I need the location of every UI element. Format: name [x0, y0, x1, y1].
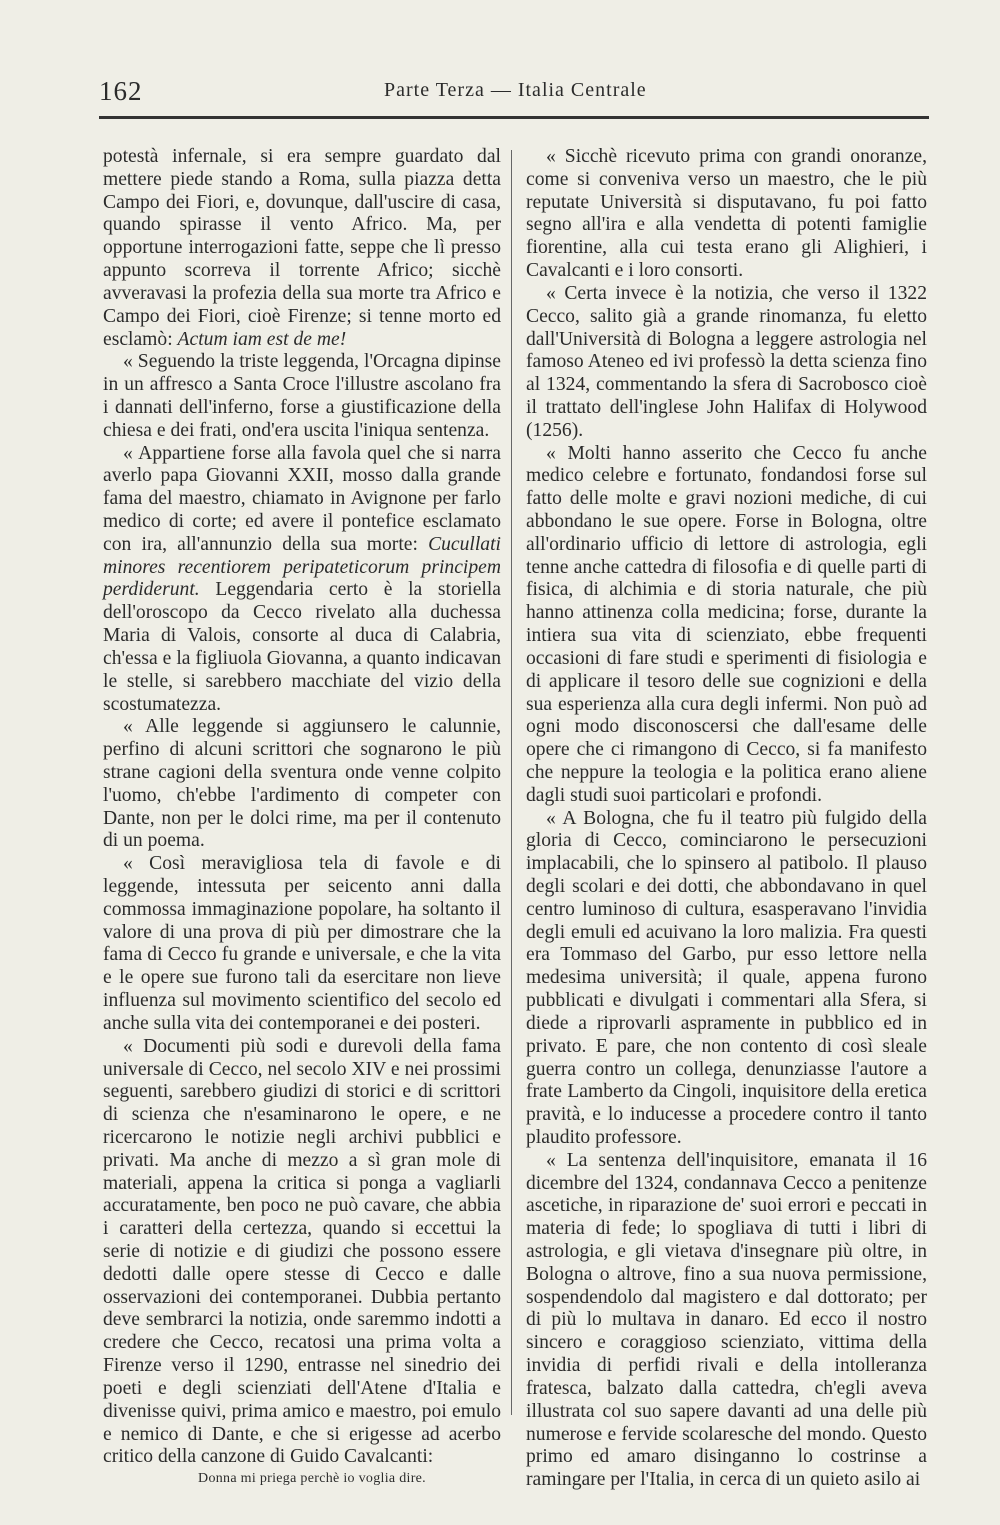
verse-quote: Donna mi priega perchè io voglia dire. [198, 1471, 426, 1487]
latin-quote: Cucullati minores recentiorem peripateticorum principem perdiderunt. [103, 533, 501, 601]
paragraph: « Documenti più sodi e durevoli della fama universale di Cecco, nel secolo XIV e nei prossimi seguenti, sarebbero giudizi di storici e di scrittori di scienza che n'esaminarono le opere, e ne ricercarono le notizie negli archivi pubblici e privati. Ma anche di mezzo a sì gran mole di materiali, appena la critica si ponga a vagliarli accuratamente, ben poco ne può cavare, che abbia i caratteri della certezza, quando si eccettui la serie di notizie e di giudizi che possono essere dedotti dalle opere stesse di Cecco e dalle osservazioni dei contemporanei. Dubbia pertanto deve sembrarci la notizia, onde saremmo indotti a credere che Cecco, recatosi una prima volta a Firenze verso il 1290, entrasse nel sinedrio dei poeti e degli scienziati dell'Atene d'Italia e divenisse quivi, prima amico e maestro, poi emulo e nemico di Dante, e che si erigesse ad acerbo critico della canzone di Guido Cavalcanti: [103, 1035, 501, 1468]
paragraph: « La sentenza dell'inquisitore, emanata il 16 dicembre del 1324, condannava Cecco a penitenze ascetiche, in riparazione de' suoi errori e peccati in materia di fede; lo spogliava di tutti i libri di astrologia, e gli vietava d'insegnare più oltre, in Bologna o altrove, fino a sua nuova permissione, sospendendolo dal magistero e dal dottorato; per di più lo multava in danaro. Ed ecco il nostro sincero e coraggioso scienziato, vittima della invidia di perfidi rivali e della intolleranza fratesca, balzato dalla cattedra, ch'egli aveva illustrata col suo sapere davanti ad una delle più numerose e fervide scolaresche del mondo. Questo primo ed amaro disinganno lo costrinse a ramingare per l'Italia, in cerca di un quieto asilo ai [526, 1149, 927, 1491]
running-head: Parte Terza — Italia Centrale [384, 79, 647, 101]
right-column [526, 146, 927, 1492]
paragraph: « Certa invece è la notizia, che verso il 1322 Cecco, salito già a grande rinomanza, fu eletto dall'Università di Bologna a leggere astrologia nel famoso Ateneo ed ivi professò la detta scienza fino al 1324, commentando la sfera di Sacrobosco cioè il trattato dell'inglese John Halifax di Holywood (1256). [526, 282, 927, 441]
paragraph: « Alle leggende si aggiunsero le calunnie, perfino di alcuni scrittori che sognarono le più strane cagioni della sventura onde venne colpito l'uomo, ch'ebbe l'ardimento di competer con Dante, non per le dolci rime, ma per il contenuto di un poema. [103, 716, 501, 852]
column-divider [511, 150, 512, 1415]
page-header [99, 70, 929, 110]
paragraph: « Molti hanno asserito che Cecco fu anche medico celebre e fortunato, fondandosi forse sul fatto delle molte e gravi nozioni mediche, di cui abbondano le sue opere. Forse in Bologna, oltre all'ordinario ufficio di lettore di astrologia, egli tenne anche cattedra di filosofia e di quelle parti di fisica, di alchimia e di storia naturale, che più hanno attinenza colla medicina; forse, durante la intiera sua vita di scienziato, ebbe frequenti occasioni di fare studi e sperimenti di fisiologia e di applicare il tesoro delle sue cognizioni e della sua esperienza alla cura degli infermi. Non può ad ogni modo disconoscersi che dall'esame delle opere che ci rimangono di Cecco, si fa manifesto che neppure la teologia e la politica erano aliene dagli studi suoi particolari e profondi. [526, 442, 927, 806]
paragraph: « Appartiene forse alla favola quel che si narra averlo papa Giovanni XXII, mosso dalla grande fama del maestro, chiamato in Avignone per farlo medico di corte; ed avere il pontefice esclamato con ira, all'annunzio della sua morte: Cucullati minores recentiorem peripateticorum principem perdiderunt. Leggendaria certo è la storiella dell'oroscopo da Cecco rivelato alla duchessa Maria di Valois, consorte al duca di Calabria, ch'essa e la figliuola Giovanna, a quanto indicavan le stelle, si sarebbero macchiate del vizio della scostumatezza. [103, 442, 501, 715]
header-rule [99, 116, 929, 119]
paragraph: « Così meravigliosa tela di favole e di leggende, intessuta per seicento anni dalla commossa immaginazione popolare, ha soltanto il valore di una prova di più per dimostrare che la fama di Cecco fu grande e universale, e che la vita e le opere sue furono tali da esercitare non lieve influenza sul movimento scientifico del secolo ed anche sulla vita dei contemporanei e dei posteri. [103, 853, 501, 1034]
paragraph: potestà infernale, si era sempre guardato dal mettere piede stando a Roma, sulla piazza detta Campo dei Fiori, e, dovunque, dall'uscire di casa, quando spirasse il vento Africo. Ma, per opportune interrogazioni fatte, seppe che lì presso appunto scorreva il torrente Africo; sicchè avveravasi la profezia della sua morte tra Africo e Campo dei Fiori, cioè Firenze; si tenne morto ed esclamò: Actum iam est de me! [103, 146, 501, 350]
left-column [103, 146, 501, 1489]
paragraph: « Seguendo la triste leggenda, l'Orcagna dipinse in un affresco a Santa Croce l'illustre ascolano fra i dannati dell'inferno, forse a giustificazione della chiesa e dei frati, ond'era uscita l'iniqua sentenza. [103, 351, 501, 441]
latin-quote: Actum iam est de me! [177, 328, 347, 350]
paragraph: « Sicchè ricevuto prima con grandi onoranze, come si conveniva verso un maestro, che le più reputate Università si disputavano, fu poi fatto segno all'ira e alla vendetta di potenti famiglie fiorentine, alla cui testa erano gli Alighieri, i Cavalcanti e i loro consorti. [526, 146, 927, 282]
page-number: 162 [99, 76, 143, 106]
paragraph: « A Bologna, che fu il teatro più fulgido della gloria di Cecco, cominciarono le persecuzioni implacabili, che lo spinsero al patibolo. Il plauso degli scolari e dei dotti, che abbondavano in quel centro luminoso di cultura, esasperavano l'invidia degli emuli ed acuivano la loro malizia. Fra questi era Tommaso del Garbo, pur esso lettore nella medesima università; il quale, appena furono pubblicati e divulgati i commentari alla Sfera, si diede a riprovarli aspramente in pubblico ed in privato. E pare, che non contento di così sleale guerra contro un collega, denunziasse l'autore a frate Lamberto da Cingoli, inquisitore della eretica pravità, e lo inducesse a procedere contro il tanto plaudito professore. [526, 807, 927, 1148]
